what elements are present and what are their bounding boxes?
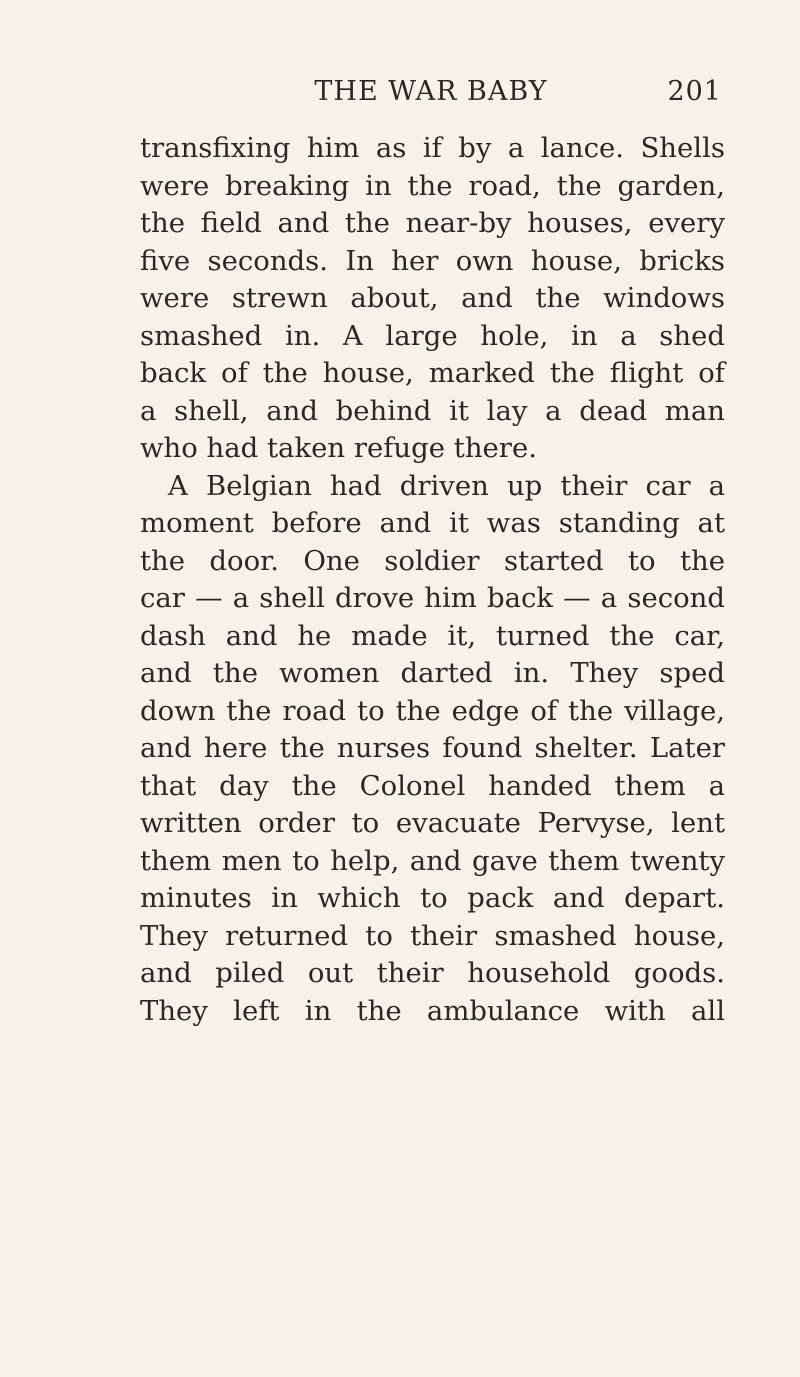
text-line: that day the Colonel handed them a	[140, 769, 725, 802]
text-line: written order to evacuate Pervyse, lent	[140, 807, 725, 839]
text-line: car — a shell drove him back — a second	[140, 582, 725, 614]
text-line: minutes in which to pack and depart.	[140, 882, 725, 914]
text-line: down the road to the edge of the village,	[140, 694, 725, 727]
text-line: They returned to their smashed house,	[140, 919, 725, 952]
text-line: moment before and it was standing at	[140, 507, 725, 539]
running-title: THE WAR BABY	[314, 76, 548, 107]
text-line: the field and the near-by houses, every	[140, 207, 725, 239]
text-line: back of the house, marked the flight of	[140, 357, 725, 389]
text-line: and here the nurses found shelter. Later	[140, 732, 725, 764]
text-line: and the women darted in. They sped	[140, 657, 725, 689]
text-line: the door. One soldier started to the	[140, 544, 725, 577]
text-line: They left in the ambulance with all	[140, 994, 725, 1027]
text-line: them men to help, and gave them twenty	[140, 844, 725, 877]
running-header	[140, 76, 722, 122]
text-line: A Belgian had driven up their car a	[168, 469, 725, 502]
page-number: 201	[667, 76, 722, 107]
text-line: a shell, and behind it lay a dead man	[140, 394, 725, 427]
text-line: who had taken refuge there.	[140, 432, 537, 464]
text-line: five seconds. In her own house, bricks	[140, 244, 725, 277]
text-line: transfixing him as if by a lance. Shells	[140, 132, 725, 164]
text-line: and piled out their household goods.	[140, 957, 725, 989]
page-body-text	[140, 130, 725, 1030]
text-line: dash and he made it, turned the car,	[140, 619, 725, 652]
text-line: were breaking in the road, the garden,	[140, 169, 725, 202]
text-line: smashed in. A large hole, in a shed	[140, 319, 725, 352]
text-line: were strewn about, and the windows	[140, 282, 725, 314]
